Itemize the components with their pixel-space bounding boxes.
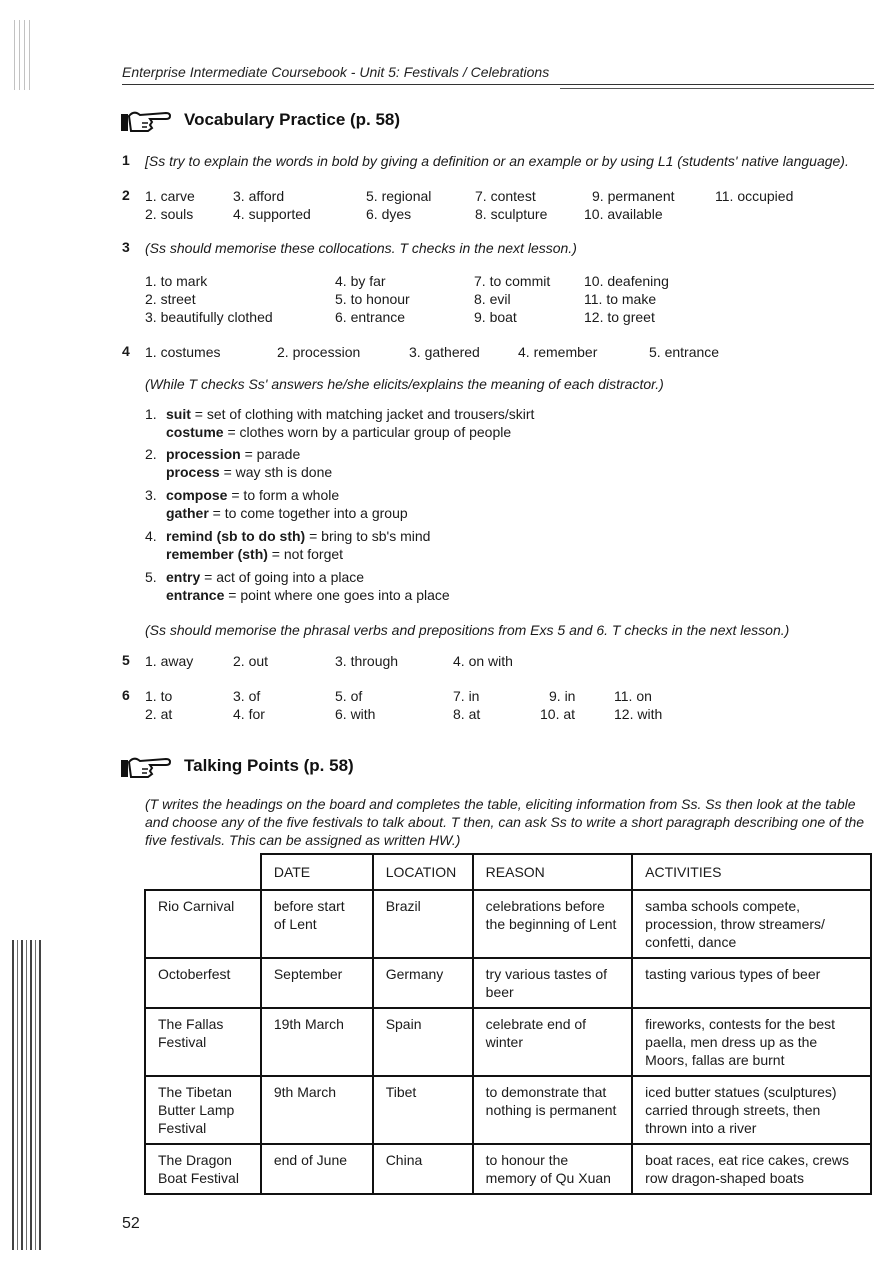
answer-item: 2. souls — [145, 206, 194, 222]
answer-item: 1. costumes — [145, 344, 221, 360]
answer-item: 7. contest — [475, 188, 536, 204]
section-vocabulary-title — [120, 106, 400, 134]
binding-edge-top — [14, 20, 34, 90]
festivals-table — [144, 853, 872, 1195]
answer-item: 12. to greet — [584, 309, 655, 325]
table-header-blank — [145, 854, 261, 890]
definition-term: process — [166, 464, 220, 480]
section-talking-points-title — [120, 752, 354, 780]
festival-activities: iced butter statues (sculptures) carried through streets, then thrown into a river — [632, 1076, 871, 1144]
answer-item: 1. away — [145, 653, 194, 669]
header-rule — [560, 88, 874, 89]
definition-line — [166, 405, 534, 423]
answer-item: 6. with — [335, 706, 376, 722]
festival-activities: fireworks, contests for the best paella, men dress up as the Moors, fallas are burnt — [632, 1008, 871, 1076]
festival-reason: celebrate end of winter — [473, 1008, 633, 1076]
definition-term: entrance — [166, 587, 225, 603]
table-header-reason: REASON — [473, 854, 633, 890]
festival-reason: celebrations before the beginning of Lent — [473, 890, 633, 958]
pointing-hand-icon — [120, 752, 176, 780]
definition-number: 3. — [145, 487, 157, 503]
festival-reason: try various tastes of beer — [473, 958, 633, 1008]
exercise-3-note: (Ss should memorise these collocations. T checks in the next lesson.) — [145, 240, 577, 256]
answer-item: 1. carve — [145, 188, 195, 204]
answer-item: 6. entrance — [335, 309, 406, 325]
page-header: Enterprise Intermediate Coursebook - Unit 5: Festivals / Celebrations — [122, 64, 874, 85]
answer-item: 9. permanent — [592, 188, 675, 204]
festival-name: The Fallas Festival — [145, 1008, 261, 1076]
table-row — [145, 1008, 871, 1076]
definition-term: remind (sb to do sth) — [166, 528, 306, 544]
definition-term: entry — [166, 569, 201, 585]
table-header-date: DATE — [261, 854, 373, 890]
definition-term: costume — [166, 424, 224, 440]
answer-item: 8. evil — [474, 291, 511, 307]
festival-location: China — [373, 1144, 473, 1194]
definition-line — [166, 545, 343, 563]
answer-item: 5. regional — [366, 188, 432, 204]
definition-text: = parade — [240, 446, 301, 462]
definition-text: = bring to sb's mind — [305, 528, 431, 544]
answer-item: 5. of — [335, 688, 363, 704]
festival-activities: tasting various types of beer — [632, 958, 871, 1008]
pointing-hand-icon — [120, 106, 176, 134]
definition-text: = set of clothing with matching jacket and trousers/skirt — [190, 406, 535, 422]
exercise-1-text: [Ss try to explain the words in bold by giving a definition or an example or by using L1 (students' native language). — [145, 153, 849, 169]
festival-date: before start of Lent — [261, 890, 373, 958]
answer-item: 4. remember — [518, 344, 598, 360]
answer-item: 4. for — [233, 706, 265, 722]
answer-item: 4. on with — [453, 653, 513, 669]
answer-item: 11. on — [614, 688, 652, 704]
definition-line — [166, 445, 300, 463]
definition-text: = not forget — [267, 546, 344, 562]
festival-date: September — [261, 958, 373, 1008]
definition-text: = to come together into a group — [208, 505, 408, 521]
answer-item: 10. deafening — [584, 273, 669, 289]
answer-item: 11. to make — [584, 291, 657, 307]
answer-item: 8. at — [453, 706, 481, 722]
answer-item: 3. of — [233, 688, 261, 704]
answer-item: 7. in — [453, 688, 480, 704]
answer-item: 5. to honour — [335, 291, 410, 307]
talking-points-intro: (T writes the headings on the board and completes the table, eliciting information from Ss. Ss then look at the table and choose any of the five festivals to talk about. T then, can ask Ss to write a short paragraph describing one of the five festivals. This can be assigned as written HW.) — [145, 796, 865, 848]
answer-item: 10. available — [584, 206, 663, 222]
exercise-4-note-2: (Ss should memorise the phrasal verbs and prepositions from Exs 5 and 6. T checks in the next lesson.) — [145, 622, 790, 638]
definition-number: 4. — [145, 528, 157, 544]
exercise-3-number: 3 — [122, 239, 130, 255]
answer-item: 11. occupied — [715, 188, 794, 204]
festival-date: end of June — [261, 1144, 373, 1194]
definition-line — [166, 527, 430, 545]
definition-text: = to form a whole — [227, 487, 340, 503]
festival-location: Brazil — [373, 890, 473, 958]
answer-item: 4. supported — [233, 206, 311, 222]
definition-term: suit — [166, 406, 191, 422]
table-header-row — [145, 854, 871, 890]
answer-item: 3. beautifully clothed — [145, 309, 273, 325]
festival-name: Rio Carnival — [145, 890, 261, 958]
festival-activities: boat races, eat rice cakes, crews row dragon-shaped boats — [632, 1144, 871, 1194]
exercise-1-number: 1 — [122, 152, 130, 168]
table-row — [145, 958, 871, 1008]
festival-location: Tibet — [373, 1076, 473, 1144]
festival-location: Spain — [373, 1008, 473, 1076]
answer-item: 2. procession — [277, 344, 361, 360]
definition-term: remember (sth) — [166, 546, 268, 562]
definition-line — [166, 568, 364, 586]
exercise-2-number: 2 — [122, 187, 130, 203]
festival-reason: to honour the memory of Qu Xuan — [473, 1144, 633, 1194]
definition-number: 2. — [145, 446, 157, 462]
definition-line — [166, 463, 332, 481]
answer-item: 5. entrance — [649, 344, 720, 360]
festival-reason: to demonstrate that nothing is permanent — [473, 1076, 633, 1144]
festival-date: 19th March — [261, 1008, 373, 1076]
table-row — [145, 1076, 871, 1144]
section-talking-points-label: Talking Points (p. 58) — [184, 756, 354, 775]
definition-term: compose — [166, 487, 228, 503]
festival-location: Germany — [373, 958, 473, 1008]
definition-text: = clothes worn by a particular group of people — [223, 424, 512, 440]
festival-name: The Dragon Boat Festival — [145, 1144, 261, 1194]
answer-item: 1. to — [145, 688, 173, 704]
answer-item: 10. at — [540, 706, 576, 722]
festival-name: The Tibetan Butter Lamp Festival — [145, 1076, 261, 1144]
answer-item: 2. street — [145, 291, 196, 307]
festival-date: 9th March — [261, 1076, 373, 1144]
definition-line — [166, 486, 339, 504]
answer-item: 2. at — [145, 706, 173, 722]
definition-number: 5. — [145, 569, 157, 585]
definition-line — [166, 504, 408, 522]
table-header-activities: ACTIVITIES — [632, 854, 871, 890]
definition-text: = act of going into a place — [200, 569, 365, 585]
binding-edge — [12, 940, 42, 1250]
definition-text: = point where one goes into a place — [224, 587, 450, 603]
answer-item: 9. in — [549, 688, 576, 704]
definition-term: procession — [166, 446, 241, 462]
answer-item: 4. by far — [335, 273, 386, 289]
page-number: 52 — [122, 1215, 140, 1232]
table-row — [145, 890, 871, 958]
exercise-4-note: (While T checks Ss' answers he/she elicits/explains the meaning of each distractor.) — [145, 376, 664, 392]
answer-item: 3. gathered — [409, 344, 480, 360]
table-header-location: LOCATION — [373, 854, 473, 890]
definition-number: 1. — [145, 406, 157, 422]
exercise-5-number: 5 — [122, 652, 130, 668]
exercise-4-number: 4 — [122, 343, 130, 359]
answer-item: 3. through — [335, 653, 399, 669]
answer-item: 6. dyes — [366, 206, 412, 222]
table-row — [145, 1144, 871, 1194]
answer-item: 7. to commit — [474, 273, 551, 289]
definition-line — [166, 586, 450, 604]
answer-item: 1. to mark — [145, 273, 208, 289]
answer-item: 9. boat — [474, 309, 517, 325]
definition-term: gather — [166, 505, 209, 521]
section-vocabulary-label: Vocabulary Practice (p. 58) — [184, 110, 401, 129]
answer-item: 2. out — [233, 653, 269, 669]
definition-text: = way sth is done — [219, 464, 333, 480]
answer-item: 3. afford — [233, 188, 285, 204]
festival-name: Octoberfest — [145, 958, 261, 1008]
festival-activities: samba schools compete, procession, throw streamers/ confetti, dance — [632, 890, 871, 958]
exercise-6-number: 6 — [122, 687, 130, 703]
definition-line — [166, 423, 511, 441]
answer-item: 8. sculpture — [475, 206, 548, 222]
answer-item: 12. with — [614, 706, 663, 722]
